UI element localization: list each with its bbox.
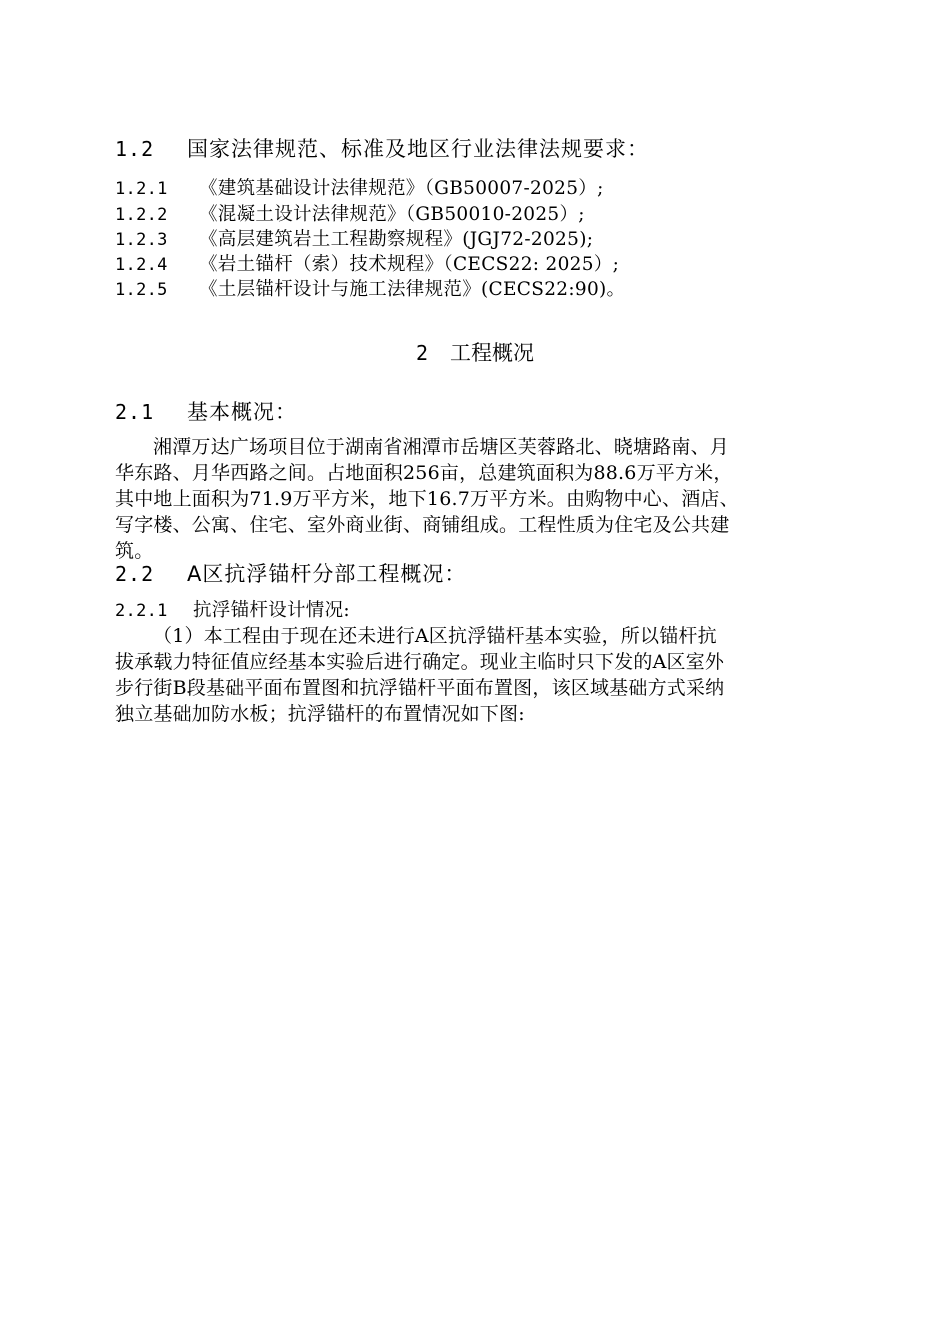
paragraph-line: 步行街B段基础平面布置图和抗浮锚杆平面布置图，该区域基础方式采纳 bbox=[115, 677, 725, 699]
anchor-design-paragraph bbox=[115, 623, 837, 727]
section-title: 国家法律规范、标准及地区行业法律法规要求： bbox=[187, 137, 649, 161]
section-number: 2.2 bbox=[115, 562, 155, 586]
reference-text: 《混凝土设计法律规范》（GB50010-2025）; bbox=[199, 204, 585, 225]
paragraph-line: （1）本工程由于现在还未进行A区抗浮锚杆基本实验，所以锚杆抗 bbox=[153, 625, 717, 647]
reference-item bbox=[115, 202, 585, 228]
reference-number: 1.2.2 bbox=[115, 205, 168, 225]
reference-number: 1.2.3 bbox=[115, 230, 168, 250]
section-heading-1-2 bbox=[115, 137, 649, 162]
chapter-number: 2 bbox=[415, 341, 429, 365]
paragraph-line: 拔承载力特征值应经基本实验后进行确定。现业主临时只下发的A区室外 bbox=[115, 651, 725, 673]
section-title: 基本概况： bbox=[187, 400, 297, 424]
paragraph-line: 独立基础加防水板；抗浮锚杆的布置情况如下图: bbox=[115, 703, 525, 725]
reference-text: 《高层建筑岩土工程勘察规程》(JGJ72-2025); bbox=[199, 229, 594, 250]
section-title: A区抗浮锚杆分部工程概况： bbox=[187, 562, 467, 586]
paragraph-line: 其中地上面积为71.9万平方米，地下16.7万平方米。由购物中心、酒店、 bbox=[115, 488, 739, 510]
section-number: 1.2 bbox=[115, 137, 155, 161]
paragraph-line: 写字楼、公寓、住宅、室外商业街、商铺组成。工程性质为住宅及公共建 bbox=[115, 514, 730, 536]
reference-item bbox=[115, 277, 625, 303]
paragraph-line: 筑。 bbox=[115, 540, 154, 562]
section-heading-2-1 bbox=[115, 400, 297, 425]
subsection-heading-2-2-1 bbox=[115, 598, 350, 624]
overview-paragraph bbox=[115, 434, 837, 564]
reference-text: 《建筑基础设计法律规范》（GB50007-2025）; bbox=[199, 178, 604, 199]
subsection-title: 抗浮锚杆设计情况: bbox=[193, 600, 350, 621]
reference-number: 1.2.1 bbox=[115, 179, 168, 199]
chapter-title: 工程概况 bbox=[450, 341, 535, 365]
chapter-heading bbox=[0, 337, 950, 367]
section-number: 2.1 bbox=[115, 400, 155, 424]
reference-item bbox=[115, 252, 619, 278]
section-heading-2-2 bbox=[115, 562, 466, 587]
reference-number: 1.2.4 bbox=[115, 255, 168, 275]
reference-text: 《土层锚杆设计与施工法律规范》(CECS22:90)。 bbox=[199, 279, 626, 300]
reference-text: 《岩土锚杆（索）技术规程》（CECS22: 2025）; bbox=[199, 254, 620, 275]
reference-item bbox=[115, 176, 604, 202]
subsection-number: 2.2.1 bbox=[115, 601, 168, 621]
reference-number: 1.2.5 bbox=[115, 280, 168, 300]
reference-item bbox=[115, 227, 593, 253]
paragraph-line: 华东路、月华西路之间。占地面积256亩，总建筑面积为88.6万平方米， bbox=[115, 462, 733, 484]
paragraph-line: 湘潭万达广场项目位于湖南省湘潭市岳塘区芙蓉路北、晓塘路南、月 bbox=[153, 436, 730, 458]
